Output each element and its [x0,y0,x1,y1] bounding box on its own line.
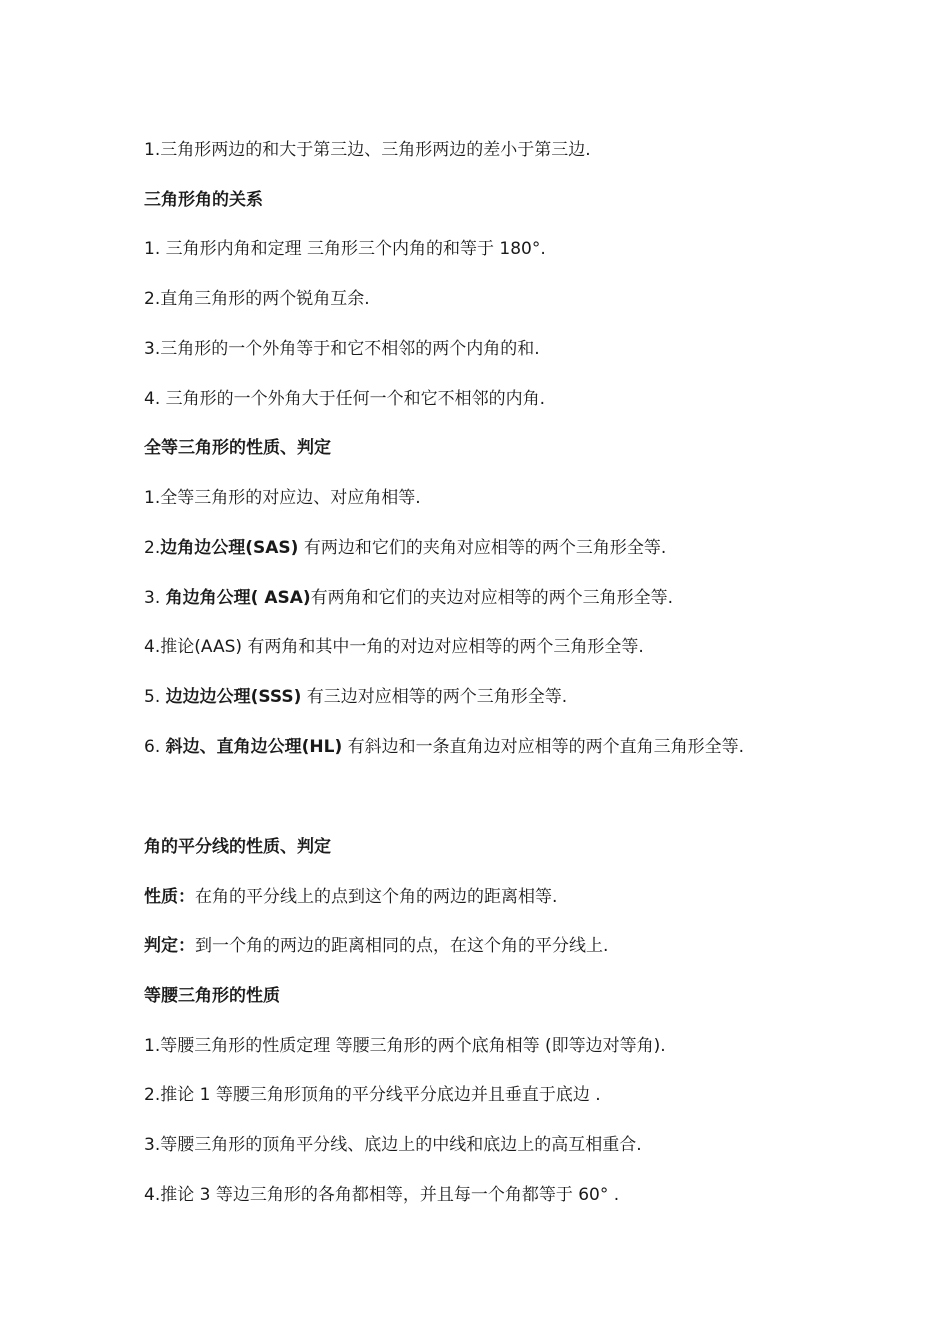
judgement-label: 判定： [144,936,195,956]
congruent-item-4: 4.推论(AAS) 有两角和其中一角的对边对应相等的两个三角形全等. [144,637,644,657]
angle-relation-item-4: 4. 三角形的一个外角大于任何一个和它不相邻的内角. [144,389,546,409]
heading-angle-bisector: 角的平分线的性质、判定 [144,837,331,857]
item-prefix: 2. [144,538,161,558]
congruent-item-6 [144,736,744,758]
property-text: 在角的平分线上的点到这个角的两边的距离相等. [195,887,558,907]
isosceles-item-2: 2.推论 1 等腰三角形顶角的平分线平分底边并且垂直于底边 . [144,1085,601,1105]
axiom-name-asa: 角边角公理( ASA) [165,588,311,608]
item-prefix: 5. [144,687,166,707]
heading-congruent: 全等三角形的性质、判定 [144,438,331,458]
item-text: 有斜边和一条直角边对应相等的两个直角三角形全等. [342,737,745,757]
isosceles-item-4: 4.推论 3 等边三角形的各角都相等，并且每一个角都等于 60° . [144,1185,620,1205]
angle-relation-item-1: 1. 三角形内角和定理 三角形三个内角的和等于 180°. [144,239,546,259]
item-text: 有两角和它们的夹边对应相等的两个三角形全等. [310,588,674,608]
axiom-name-sss: 边边边公理(SSS) [165,687,302,707]
congruent-item-2 [144,537,666,559]
congruent-item-1: 1.全等三角形的对应边、对应角相等. [144,488,421,508]
triangle-side-rule: 1.三角形两边的和大于第三边、三角形两边的差小于第三边. [144,140,591,160]
heading-angle-relation: 三角形角的关系 [144,190,263,210]
isosceles-item-3: 3.等腰三角形的顶角平分线、底边上的中线和底边上的高互相重合. [144,1135,642,1155]
judgement-text: 到一个角的两边的距离相同的点，在这个角的平分线上. [195,936,609,956]
isosceles-item-1: 1.等腰三角形的性质定理 等腰三角形的两个底角相等 (即等边对等角). [144,1036,666,1056]
axiom-name-sas: 边角边公理(SAS) [160,538,299,558]
item-text: 有三边对应相等的两个三角形全等. [301,687,568,707]
angle-relation-item-3: 3.三角形的一个外角等于和它不相邻的两个内角的和. [144,339,540,359]
axiom-name-hl: 斜边、直角边公理(HL) [165,737,343,757]
heading-isosceles: 等腰三角形的性质 [144,986,280,1006]
angle-relation-item-2: 2.直角三角形的两个锐角互余. [144,289,370,309]
congruent-item-5 [144,686,567,708]
item-text: 有两边和它们的夹角对应相等的两个三角形全等. [298,538,667,558]
bisector-property [144,886,557,908]
item-prefix: 3. [144,588,166,608]
property-label: 性质： [144,887,195,907]
item-prefix: 6. [144,737,166,757]
congruent-item-3 [144,587,673,609]
bisector-judgement [144,935,608,957]
